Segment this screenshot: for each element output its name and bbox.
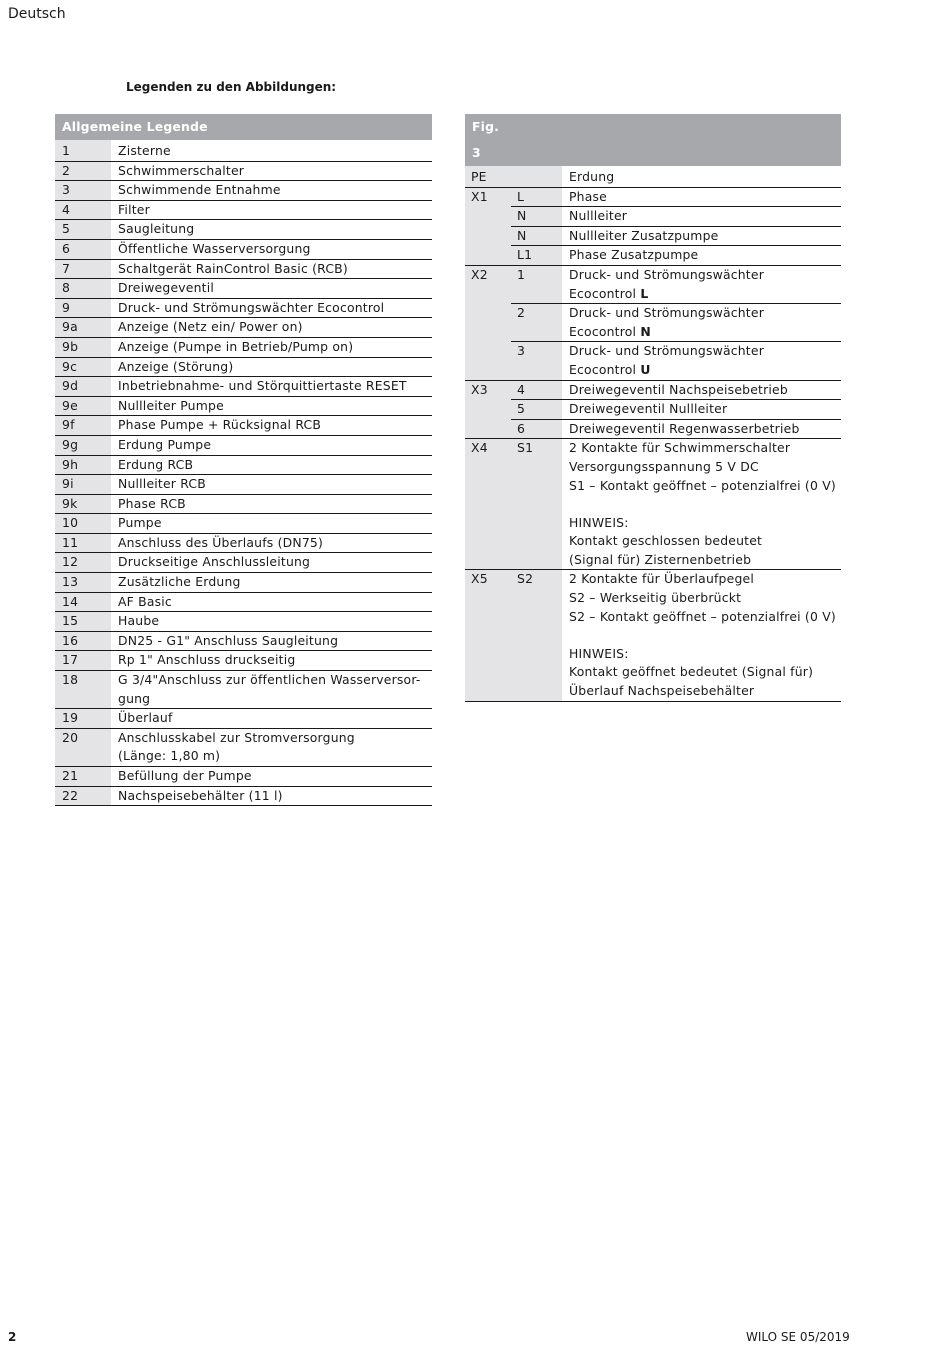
legend-number: 13	[55, 573, 111, 593]
legend-text	[111, 709, 432, 729]
fig3-row-x1-l	[465, 187, 841, 207]
desc-line: Kontakt geschlossen bedeutet	[569, 533, 763, 549]
legend-text-line: Anschluss des Überlaufs (DN75)	[118, 534, 324, 550]
legend-row	[55, 494, 432, 514]
fig3-desc	[562, 570, 841, 701]
desc-line: S1 – Kontakt geöffnet – potenzialfrei (0 V)	[569, 477, 836, 493]
legend-text	[111, 612, 432, 632]
legend-row	[55, 200, 432, 220]
desc-line: 2 Kontakte für Überlaufpegel	[569, 571, 754, 587]
desc-line: 2 Kontakte für Schwimmerschalter	[569, 440, 791, 456]
legend-number: 1	[55, 142, 111, 161]
fig3-key: PE	[465, 168, 511, 187]
fig3-key: X3	[465, 380, 511, 439]
legend-row	[55, 631, 432, 651]
terminal-letter: L	[640, 285, 649, 301]
fig3-sub: S1	[511, 439, 562, 570]
legend-text	[111, 396, 432, 416]
terminal-letter: N	[640, 323, 651, 339]
legend-text	[111, 671, 432, 709]
fig3-sub	[511, 168, 562, 187]
legend-number: 9c	[55, 357, 111, 377]
fig3-desc: Nullleiter Zusatzpumpe	[562, 226, 841, 246]
legend-number: 16	[55, 631, 111, 651]
fig3-key: X1	[465, 187, 511, 265]
legend-text-line: Zusätzliche Erdung	[118, 574, 241, 590]
legend-text	[111, 357, 432, 377]
legend-text-line: Schwimmende Entnahme	[118, 182, 281, 198]
legend-number: 8	[55, 279, 111, 299]
legend-text	[111, 435, 432, 455]
legend-text-line: Zisterne	[118, 143, 171, 158]
legend-row	[55, 239, 432, 259]
terminal-letter: U	[640, 361, 651, 377]
legend-number: 9	[55, 298, 111, 318]
legend-text	[111, 298, 432, 318]
legend-text	[111, 592, 432, 612]
legend-text-line: Filter	[118, 201, 150, 217]
fig3-sub: N	[511, 226, 562, 246]
legend-text-line: Erdung RCB	[118, 456, 194, 472]
legend-text-line: Druckseitige Anschlussleitung	[118, 554, 311, 570]
desc-line: HINWEIS:	[569, 645, 629, 661]
legend-text	[111, 533, 432, 553]
legend-number: 9k	[55, 494, 111, 514]
legend-text	[111, 259, 432, 279]
legend-text-line: Inbetriebnahme- und Störquittiertaste RESET	[118, 378, 407, 394]
legend-text-line: Saugleitung	[118, 221, 195, 237]
legend-row	[55, 514, 432, 534]
legend-number: 9d	[55, 377, 111, 397]
legend-number: 14	[55, 592, 111, 612]
legend-row	[55, 455, 432, 475]
legend-row	[55, 573, 432, 593]
legend-number: 17	[55, 651, 111, 671]
fig3-key: X4	[465, 439, 511, 570]
fig3-desc: Dreiwegeventil Nachspeisebetrieb	[562, 380, 841, 400]
legend-number: 9g	[55, 435, 111, 455]
desc-line: Ecocontrol	[569, 323, 641, 339]
legend-row	[55, 533, 432, 553]
page-number: 2	[8, 1330, 17, 1344]
legend-text-line: Anschlusskabel zur Stromversorgung	[118, 729, 355, 745]
fig3-desc	[562, 265, 841, 303]
legend-row	[55, 475, 432, 495]
legend-number: 7	[55, 259, 111, 279]
fig3-desc: Phase	[562, 187, 841, 207]
fig3-row-x1-n	[465, 207, 841, 227]
fig3-sub: 3	[511, 342, 562, 380]
legend-text	[111, 631, 432, 651]
legend-number: 9h	[55, 455, 111, 475]
legend-number: 4	[55, 200, 111, 220]
legend-row	[55, 142, 432, 161]
legend-row	[55, 728, 432, 766]
legend-number: 2	[55, 161, 111, 181]
legend-text-line: Dreiwegeventil	[118, 280, 215, 296]
legend-number: 20	[55, 728, 111, 766]
legend-text-line: Schaltgerät RainControl Basic (RCB)	[118, 260, 348, 276]
legend-row	[55, 357, 432, 377]
legend-text	[111, 239, 432, 259]
fig3-row-x1-n2	[465, 226, 841, 246]
legend-number: 9f	[55, 416, 111, 436]
fig3-key: X2	[465, 265, 511, 380]
legend-text-line: Nachspeisebehälter (11 l)	[118, 787, 283, 803]
desc-line: Druck- und Strömungswächter	[569, 266, 764, 282]
desc-line: S2 – Kontakt geöffnet – potenzialfrei (0 V)	[569, 608, 836, 624]
legend-number: 3	[55, 181, 111, 201]
fig3-sub: 5	[511, 400, 562, 420]
legend-text-line: Pumpe	[118, 515, 162, 531]
legend-number: 10	[55, 514, 111, 534]
fig3-table	[465, 114, 841, 702]
legend-text	[111, 573, 432, 593]
fig3-row-x2-1	[465, 265, 841, 303]
legend-text	[111, 475, 432, 495]
desc-line: Ecocontrol	[569, 361, 641, 377]
legend-row	[55, 318, 432, 338]
legend-text	[111, 416, 432, 436]
fig3-sub: S2	[511, 570, 562, 701]
legend-row	[55, 279, 432, 299]
fig3-sub: 2	[511, 304, 562, 342]
legend-text	[111, 494, 432, 514]
fig3-key: X5	[465, 570, 511, 701]
legend-row	[55, 416, 432, 436]
legends-heading: Legenden zu den Abbildungen:	[126, 80, 337, 94]
legend-text-line: Rp 1" Anschluss druckseitig	[118, 652, 296, 668]
fig3-desc: Phase Zusatzpumpe	[562, 246, 841, 266]
legend-text-line: Nullleiter RCB	[118, 476, 206, 492]
desc-line: (Signal für) Zisternenbetrieb	[569, 551, 752, 567]
legend-row	[55, 709, 432, 729]
fig3-row-x2-3	[465, 342, 841, 380]
legend-number: 5	[55, 220, 111, 240]
fig3-sub: 4	[511, 380, 562, 400]
legend-text-line: Überlauf	[118, 710, 173, 726]
legend-text-line: (Länge: 1,80 m)	[118, 748, 221, 764]
legend-text-line: Anzeige (Störung)	[118, 358, 234, 374]
legend-text	[111, 161, 432, 181]
fig3-desc: Erdung	[562, 168, 841, 187]
legend-number: 12	[55, 553, 111, 573]
legend-text-line: DN25 - G1" Anschluss Saugleitung	[118, 632, 339, 648]
legend-number: 9i	[55, 475, 111, 495]
fig3-row-x4	[465, 439, 841, 570]
legend-number: 18	[55, 671, 111, 709]
legend-row	[55, 220, 432, 240]
legend-text	[111, 651, 432, 671]
legend-text-line: Phase Pumpe + Rücksignal RCB	[118, 417, 322, 433]
legend-text-line: gung	[118, 690, 151, 706]
legend-text-line: Anzeige (Netz ein/ Power on)	[118, 319, 303, 335]
general-legend-title: Allgemeine Legende	[55, 114, 432, 140]
legend-row	[55, 612, 432, 632]
legend-text-line: Haube	[118, 613, 160, 629]
legend-text-line: Anzeige (Pumpe in Betrieb/Pump on)	[118, 338, 354, 354]
fig3-desc	[562, 304, 841, 342]
legend-number: 9e	[55, 396, 111, 416]
general-legend-table	[55, 114, 432, 806]
legend-text	[111, 786, 432, 806]
fig3-row-x2-2	[465, 304, 841, 342]
legend-text	[111, 514, 432, 534]
legend-text	[111, 318, 432, 338]
legend-text	[111, 142, 432, 161]
legend-number: 15	[55, 612, 111, 632]
fig3-title: Fig. 3	[465, 114, 511, 166]
fig3-desc: Dreiwegeventil Nullleiter	[562, 400, 841, 420]
desc-line: Druck- und Strömungswächter	[569, 305, 764, 321]
legend-row	[55, 553, 432, 573]
legend-row	[55, 337, 432, 357]
legend-row	[55, 298, 432, 318]
legend-text-line: Druck- und Strömungswächter Ecocontrol	[118, 299, 385, 315]
desc-line: Versorgungsspannung 5 V DC	[569, 458, 759, 474]
legend-text	[111, 767, 432, 787]
legend-number: 9b	[55, 337, 111, 357]
legend-number: 9a	[55, 318, 111, 338]
legend-text	[111, 181, 432, 201]
legend-number: 6	[55, 239, 111, 259]
fig3-desc	[562, 439, 841, 570]
desc-line: HINWEIS:	[569, 514, 629, 530]
legend-text-line: Erdung Pumpe	[118, 436, 212, 452]
fig3-desc	[562, 342, 841, 380]
fig3-row-x1-l1	[465, 246, 841, 266]
legend-text	[111, 553, 432, 573]
legend-text-line: Phase RCB	[118, 495, 186, 511]
legend-text-line: Öffentliche Wasserversorgung	[118, 240, 311, 256]
legend-number: 21	[55, 767, 111, 787]
fig3-sub: N	[511, 207, 562, 227]
legend-text	[111, 200, 432, 220]
legend-text-line: Schwimmerschalter	[118, 162, 245, 178]
legend-row	[55, 396, 432, 416]
legend-text	[111, 220, 432, 240]
legend-row	[55, 435, 432, 455]
legend-row	[55, 786, 432, 806]
legend-row	[55, 651, 432, 671]
legend-text	[111, 455, 432, 475]
fig3-desc: Dreiwegeventil Regenwasserbetrieb	[562, 419, 841, 439]
legend-number: 22	[55, 786, 111, 806]
desc-line: Druck- und Strömungswächter	[569, 343, 764, 359]
fig3-row-x3-6	[465, 419, 841, 439]
legend-row	[55, 767, 432, 787]
legend-row	[55, 671, 432, 709]
legend-number: 11	[55, 533, 111, 553]
desc-line: S2 – Werkseitig überbrückt	[569, 590, 742, 606]
fig3-desc: Nullleiter	[562, 207, 841, 227]
fig3-row-x3-5	[465, 400, 841, 420]
legend-row	[55, 259, 432, 279]
footer-brand: WILO SE 05/2019	[746, 1330, 850, 1344]
legend-text	[111, 377, 432, 397]
legend-text-line: Nullleiter Pumpe	[118, 397, 224, 413]
legend-row	[55, 181, 432, 201]
fig3-sub: 1	[511, 265, 562, 303]
desc-line: Überlauf Nachspeisebehälter	[569, 683, 755, 699]
fig3-sub: L1	[511, 246, 562, 266]
fig3-row-pe	[465, 168, 841, 187]
legend-text-line: Befüllung der Pumpe	[118, 768, 252, 783]
desc-line: Ecocontrol	[569, 285, 641, 301]
legend-text-line: AF Basic	[118, 593, 172, 609]
legend-text-line: G 3/4"Anschluss zur öffentlichen Wasserversor-	[118, 672, 421, 688]
fig3-row-x5	[465, 570, 841, 701]
legend-text	[111, 279, 432, 299]
language-label: Deutsch	[8, 6, 66, 22]
legend-row	[55, 377, 432, 397]
fig3-sub: 6	[511, 419, 562, 439]
general-legend-body	[55, 140, 432, 806]
legend-number: 19	[55, 709, 111, 729]
desc-line: Kontakt geöffnet bedeutet (Signal für)	[569, 664, 814, 680]
fig3-sub: L	[511, 187, 562, 207]
fig3-row-x3-4	[465, 380, 841, 400]
legend-row	[55, 592, 432, 612]
legend-text	[111, 728, 432, 766]
legend-row	[55, 161, 432, 181]
legend-text	[111, 337, 432, 357]
